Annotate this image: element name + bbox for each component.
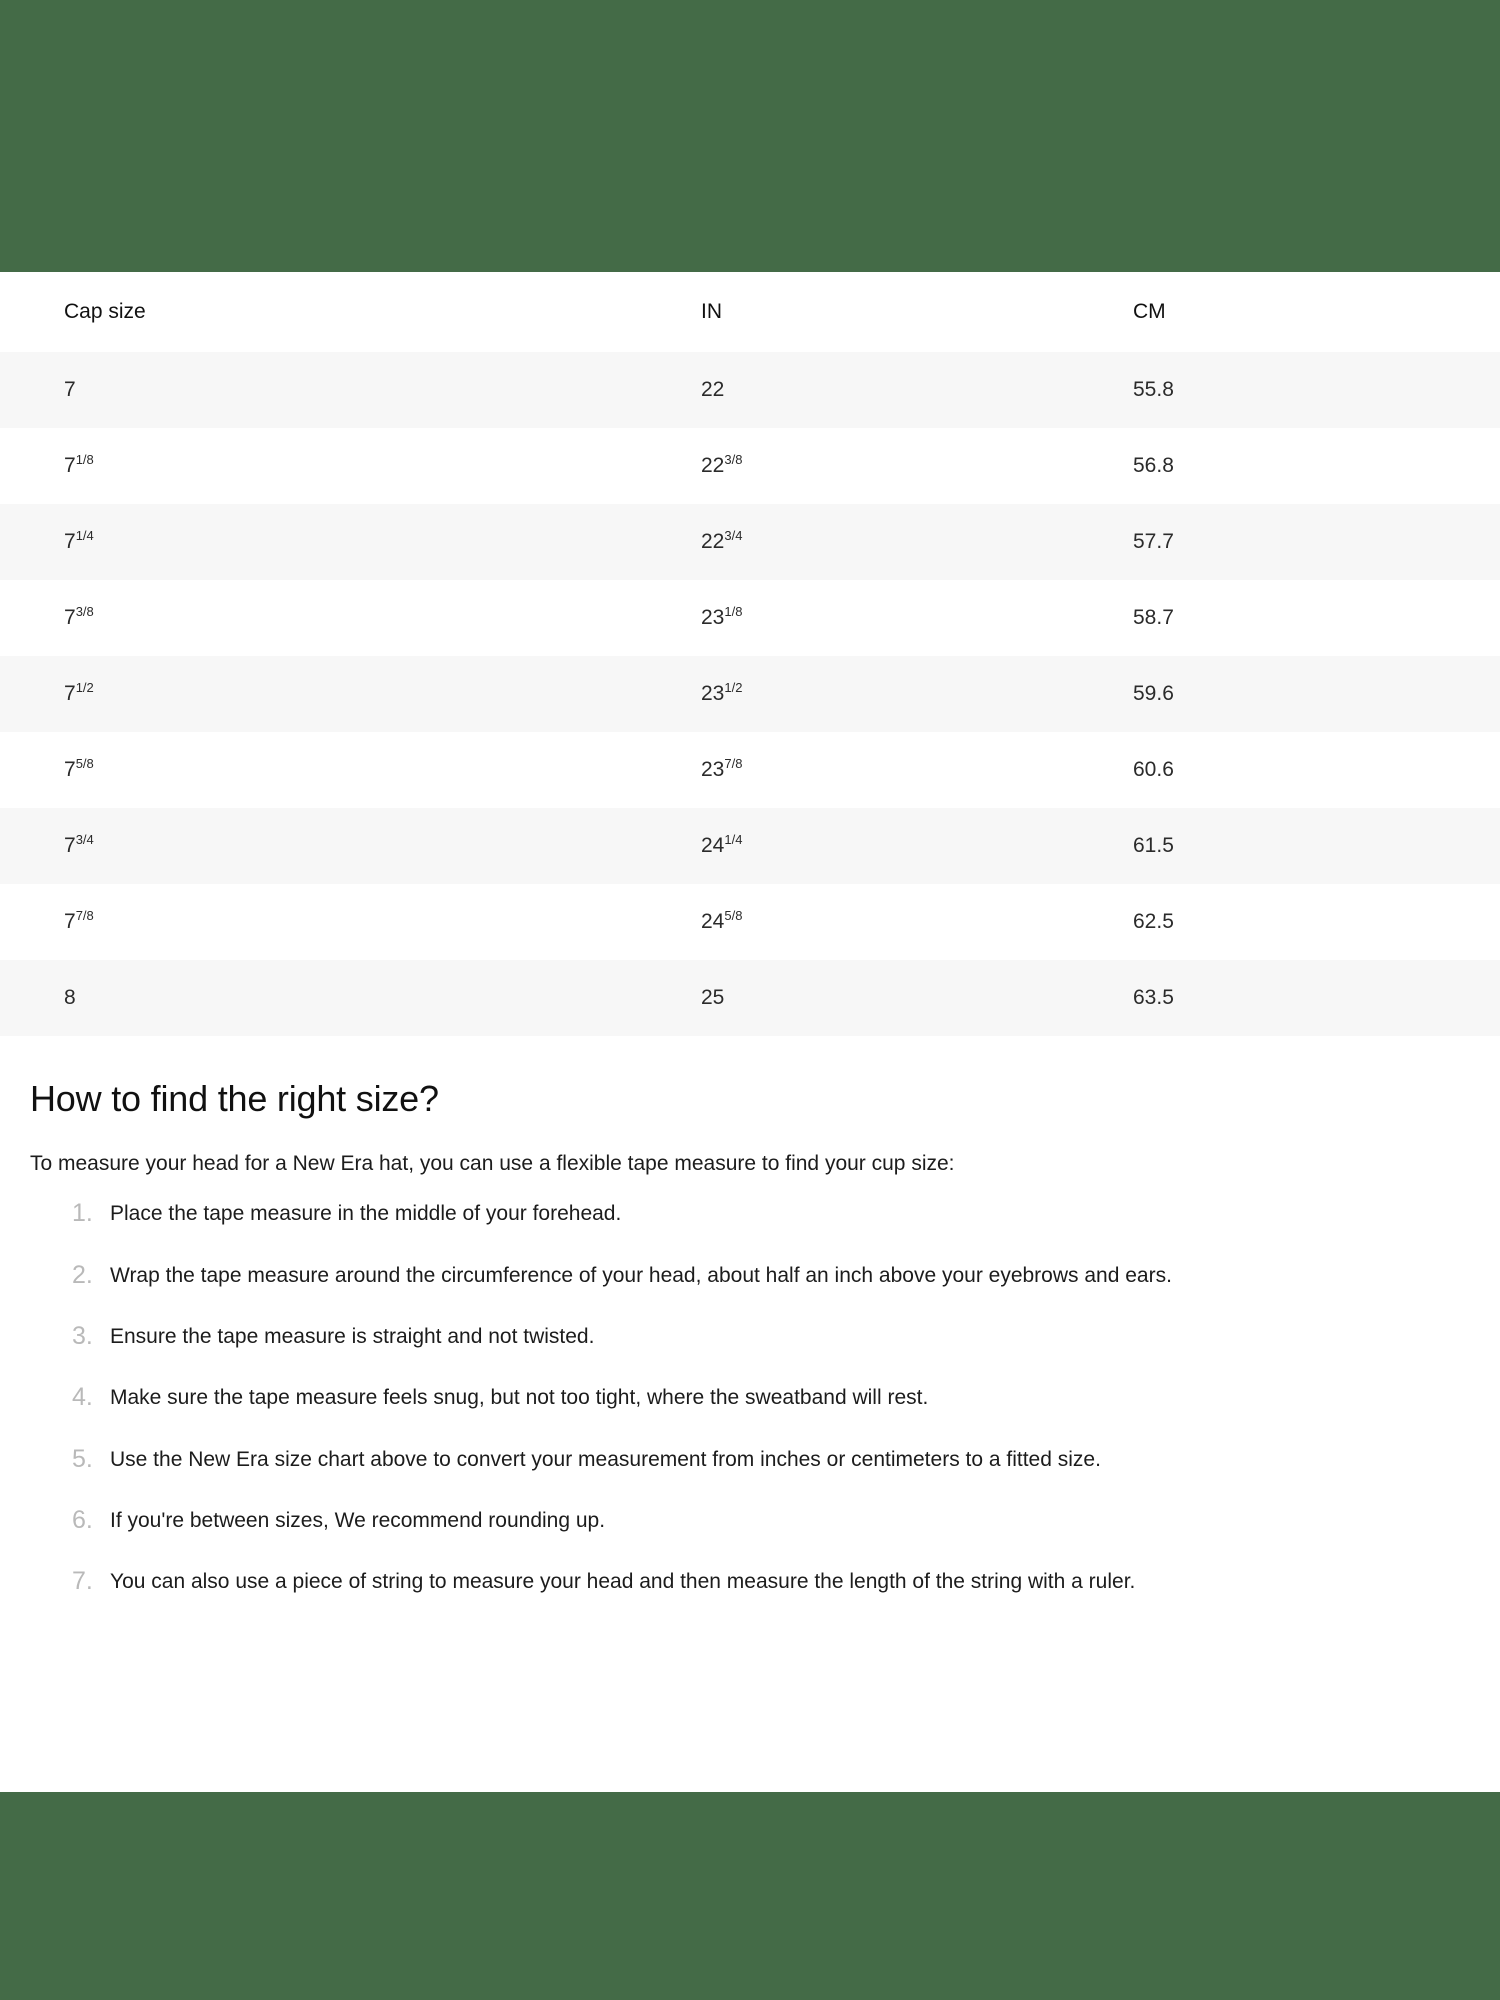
cell-inches: $24^{5/8}$ (669, 884, 1101, 960)
cell-centimeters: 62.5 (1101, 884, 1500, 960)
content-panel (0, 272, 1500, 1792)
cell-inches: $24^{1/4}$ (669, 808, 1101, 884)
cell-cap-size: 8 (0, 960, 669, 1036)
table-row (0, 732, 1500, 808)
cell-inches: 25 (669, 960, 1101, 1036)
cell-inches: $22^{3/8}$ (669, 428, 1101, 504)
cell-cap-size: $7^{1/2}$ (0, 656, 669, 732)
table-header (0, 272, 1500, 352)
cell-centimeters: 56.8 (1101, 428, 1500, 504)
table-row (0, 884, 1500, 960)
fraction-superscript: 5/8 (75, 756, 94, 771)
how-to-step: Make sure the tape measure feels snug, but not too tight, where the sweatband will rest. (110, 1386, 929, 1410)
cell-inches: $23^{1/8}$ (669, 580, 1101, 656)
cell-centimeters: 61.5 (1101, 808, 1500, 884)
size-chart-table (0, 272, 1500, 1036)
column-header-in: IN (669, 272, 1101, 352)
cell-cap-size: $7^{3/4}$ (0, 808, 669, 884)
table-row (0, 960, 1500, 1036)
table-row (0, 504, 1500, 580)
table-row (0, 808, 1500, 884)
how-to-step-list (30, 1200, 1470, 1595)
cell-cap-size: 7 (0, 352, 669, 428)
how-to-intro: To measure your head for a New Era hat, you can use a flexible tape measure to find your cup size: (30, 1152, 955, 1175)
how-to-section (0, 1078, 1500, 1595)
fraction-superscript: 1/4 (724, 832, 743, 847)
cell-centimeters: 58.7 (1101, 580, 1500, 656)
fraction-superscript: 1/2 (75, 680, 94, 695)
how-to-step: Ensure the tape measure is straight and not twisted. (110, 1324, 595, 1348)
fraction-superscript: 1/2 (724, 680, 743, 695)
table-body (0, 352, 1500, 1036)
cell-inches: $23^{1/2}$ (669, 656, 1101, 732)
fraction-superscript: 3/8 (724, 452, 743, 467)
cell-cap-size: $7^{1/8}$ (0, 428, 669, 504)
table-row (0, 656, 1500, 732)
fraction-superscript: 5/8 (724, 908, 743, 923)
cell-centimeters: 55.8 (1101, 352, 1500, 428)
how-to-step: You can also use a piece of string to measure your head and then measure the length of the string with a ruler. (110, 1570, 1136, 1594)
cell-cap-size: $7^{1/4}$ (0, 504, 669, 580)
how-to-step: Wrap the tape measure around the circumference of your head, about half an inch above your eyebrows and ears. (110, 1263, 1172, 1287)
fraction-superscript: 1/8 (75, 452, 94, 467)
cell-inches: $22^{3/4}$ (669, 504, 1101, 580)
cell-cap-size: $7^{7/8}$ (0, 884, 669, 960)
cell-centimeters: 60.6 (1101, 732, 1500, 808)
how-to-step: Place the tape measure in the middle of your forehead. (110, 1202, 622, 1226)
fraction-superscript: 3/4 (724, 528, 743, 543)
fraction-superscript: 7/8 (724, 756, 743, 771)
cell-centimeters: 57.7 (1101, 504, 1500, 580)
fraction-superscript: 7/8 (75, 908, 94, 923)
cell-centimeters: 59.6 (1101, 656, 1500, 732)
cell-cap-size: $7^{5/8}$ (0, 732, 669, 808)
fraction-superscript: 1/8 (724, 604, 743, 619)
cell-inches: 22 (669, 352, 1101, 428)
column-header-cm: CM (1101, 272, 1500, 352)
cell-inches: $23^{7/8}$ (669, 732, 1101, 808)
how-to-title: How to find the right size? (30, 1078, 439, 1119)
table-row (0, 428, 1500, 504)
how-to-step: Use the New Era size chart above to convert your measurement from inches or centimeters to a fitted size. (110, 1447, 1101, 1471)
fraction-superscript: 3/4 (75, 832, 94, 847)
how-to-step: If you're between sizes, We recommend rounding up. (110, 1508, 606, 1532)
cell-centimeters: 63.5 (1101, 960, 1500, 1036)
table-header-row (0, 272, 1500, 352)
fraction-superscript: 3/8 (75, 604, 94, 619)
table-row (0, 580, 1500, 656)
column-header-cap-size: Cap size (0, 272, 669, 352)
cell-cap-size: $7^{3/8}$ (0, 580, 669, 656)
fraction-superscript: 1/4 (75, 528, 94, 543)
table-row (0, 352, 1500, 428)
